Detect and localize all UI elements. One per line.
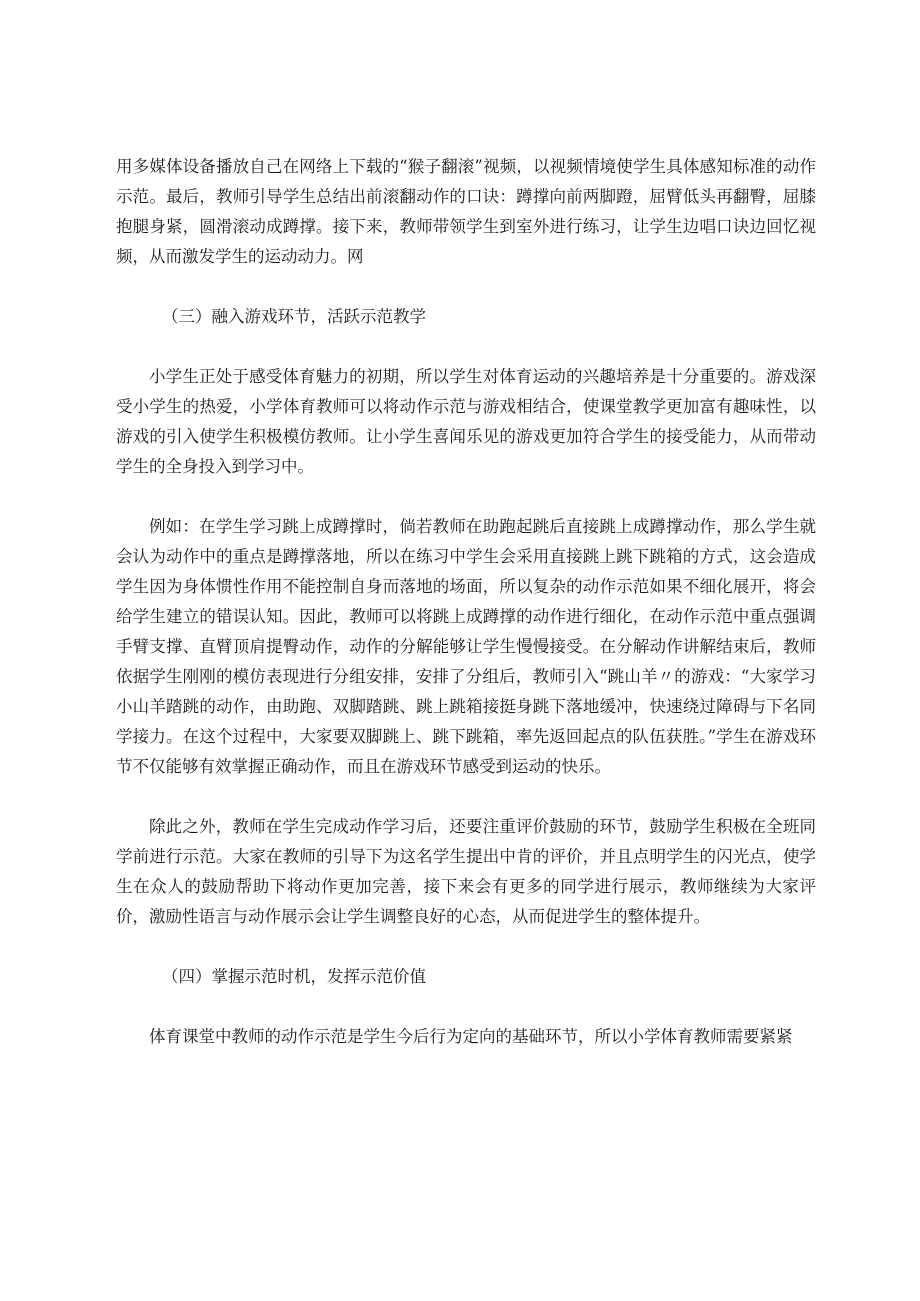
paragraph-evaluation: 除此之外，教师在学生完成动作学习后，还要注重评价鼓励的环节，鼓励学生积极在全班同学前进行示范。大家在教师的引导下为这名学生提出中肯的评价，并且点明学生的闪光点，使学生在众人的鼓励帮助下将动作更加完善，接下来会有更多的同学进行展示，教师继续为大家评价，激励性语言与动作展示会让学生调整良好的心态，从而促进学生的整体提升。: [116, 817, 816, 926]
paragraph-video-demo: 用多媒体设备播放自己在网络上下载的“猴子翻滚”视频，以视频情境使学生具体感知标准的动作示范。最后，教师引导学生总结出前滚翻动作的口诀：蹲撑向前两脚蹬，屈臂低头再翻臀，屈膝抱腿身紧，圆滑滚动成蹲撑。接下来，教师带领学生到室外进行练习，让学生边唱口诀边回忆视频，从而激发学生的运动动力。网: [116, 157, 816, 266]
paragraph-timing: 体育课堂中教师的动作示范是学生今后行为定向的基础环节，所以小学体育教师需要紧紧: [149, 1027, 793, 1046]
document-page: [116, 152, 816, 1052]
section-heading-4: （四）掌握示范时机，发挥示范价值: [162, 967, 426, 986]
section-heading-3: （三）融入游戏环节，活跃示范教学: [162, 307, 426, 326]
paragraph-example: 例如：在学生学习跳上成蹲撑时，倘若教师在助跑起跳后直接跳上成蹲撑动作，那么学生就会认为动作中的重点是蹲撑落地，所以在练习中学生会采用直接跳上跳下跳箱的方式，这会造成学生因为身体惯性作用不能控制自身而落地的场面，所以复杂的动作示范如果不细化展开，将会给学生建立的错误认知。因此，教师可以将跳上成蹲撑的动作进行细化，在动作示范中重点强调手臂支撑、直臂顶肩提臀动作，动作的分解能够让学生慢慢接受。在分解动作讲解结束后，教师依据学生刚刚的模仿表现进行分组安排，安排了分组后，教师引入“跳山羊〃的游戏：“大家学习小山羊踏跳的动作，由助跑、双脚踏跳、跳上跳箱接挺身跳下落地缓冲，快速绕过障碍与下名同学接力。在这个过程中，大家要双脚跳上、跳下跳箱，率先返回起点的队伍获胜。”学生在游戏环节不仅能够有效掌握正确动作，而且在游戏环节感受到运动的快乐。: [116, 517, 816, 776]
paragraph-game-intro: 小学生正处于感受体育魅力的初期，所以学生对体育运动的兴趣培养是十分重要的。游戏深受小学生的热爱，小学体育教师可以将动作示范与游戏相结合，使课堂教学更加富有趣味性，以游戏的引入使学生积极模仿教师。让小学生喜闻乐见的游戏更加符合学生的接受能力，从而带动学生的全身投入到学习中。: [116, 367, 816, 476]
